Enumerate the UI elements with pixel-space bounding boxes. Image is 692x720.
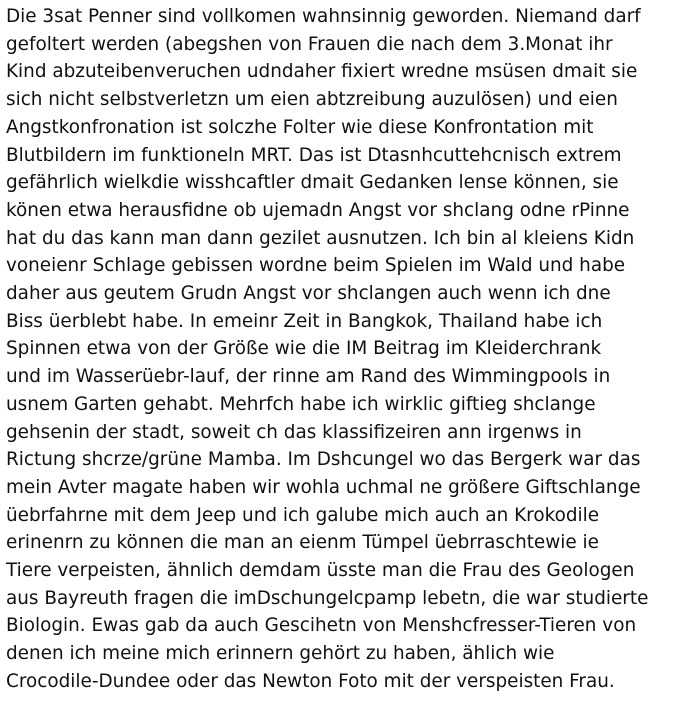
text-line: voneienr Schlage gebissen wordne beim Spielen im Wald und habe (6, 255, 626, 277)
text-line: und im Wasserüebr-lauf, der rinne am Rand des Wimmingpools in (6, 366, 611, 388)
text-line: Tiere verpeisten, ähnlich demdam üsste man die Frau des Geologen (6, 560, 635, 582)
text-line: gehsenin der stadt, soweit ch das klassifizeiren ann irgenws in (6, 421, 582, 443)
text-line: denen ich meine mich erinnern gehört zu haben, ählich wie (6, 643, 555, 665)
text-line: mein Avter magate haben wir wohla uchmal ne größere Giftschlange (6, 476, 641, 498)
text-line: üebrfahrne mit dem Jeep und ich galube mich auch an Krokodile (6, 504, 600, 526)
text-line: hat du das kann man dann gezilet ausnutzen. Ich bin al kleiens Kidn (6, 227, 635, 249)
text-line: Rictung shcrze/grüne Mamba. Im Dshcungel wo das Bergerk war das (6, 449, 641, 471)
text-line: daher aus geutem Grudn Angst vor shclangen auch wenn ich dne (6, 283, 611, 305)
text-line: Die 3sat Penner sind vollkomen wahnsinnig geworden. Niemand darf (6, 6, 641, 27)
text-line: erinenrn zu können die man an eienm Tümpel üebrraschtewie ie (6, 532, 599, 554)
text-line: sich nicht selbstverletzn um eien abtzreibung auzulösen) und eien (6, 89, 618, 111)
text-line: Kind abzuteibenveruchen udndaher fixiert wredne msüsen dmait sie (6, 61, 638, 83)
text-line: Biologin. Ewas gab da auch Gescihetn von Menshcfresser-Tieren von (6, 615, 637, 637)
text-line: könen etwa herausfidne ob ujemadn Angst vor shclang odne rPinne (6, 199, 630, 221)
text-line: Blutbildern im funktioneln MRT. Das ist Dtasnhcuttehcnisch extrem (6, 144, 622, 166)
text-line: gefoltert werden (abegshen von Frauen die nach dem 3.Monat ihr (6, 33, 613, 55)
text-line: aus Bayreuth fragen die imDschungelcpamp lebetn, die war studierte (6, 587, 649, 609)
text-line: usnem Garten gehabt. Mehrfch habe ich wirklic giftieg shclange (6, 393, 596, 415)
text-line: Angstkonfronation ist solczhe Folter wie diese Konfrontation mit (6, 116, 594, 138)
text-line: Crocodile-Dundee oder das Newton Foto mit der verspeisten Frau. (6, 670, 615, 692)
text-line: Biss üerblebt habe. In emeinr Zeit in Bangkok, Thailand habe ich (6, 310, 603, 332)
body-text (6, 3, 692, 696)
text-line: Spinnen etwa von der Größe wie die IM Beitrag im Kleiderchrank (6, 338, 602, 360)
text-line: gefährlich wielkdie wisshcaftler dmait Gedanken lense können, sie (6, 172, 619, 194)
